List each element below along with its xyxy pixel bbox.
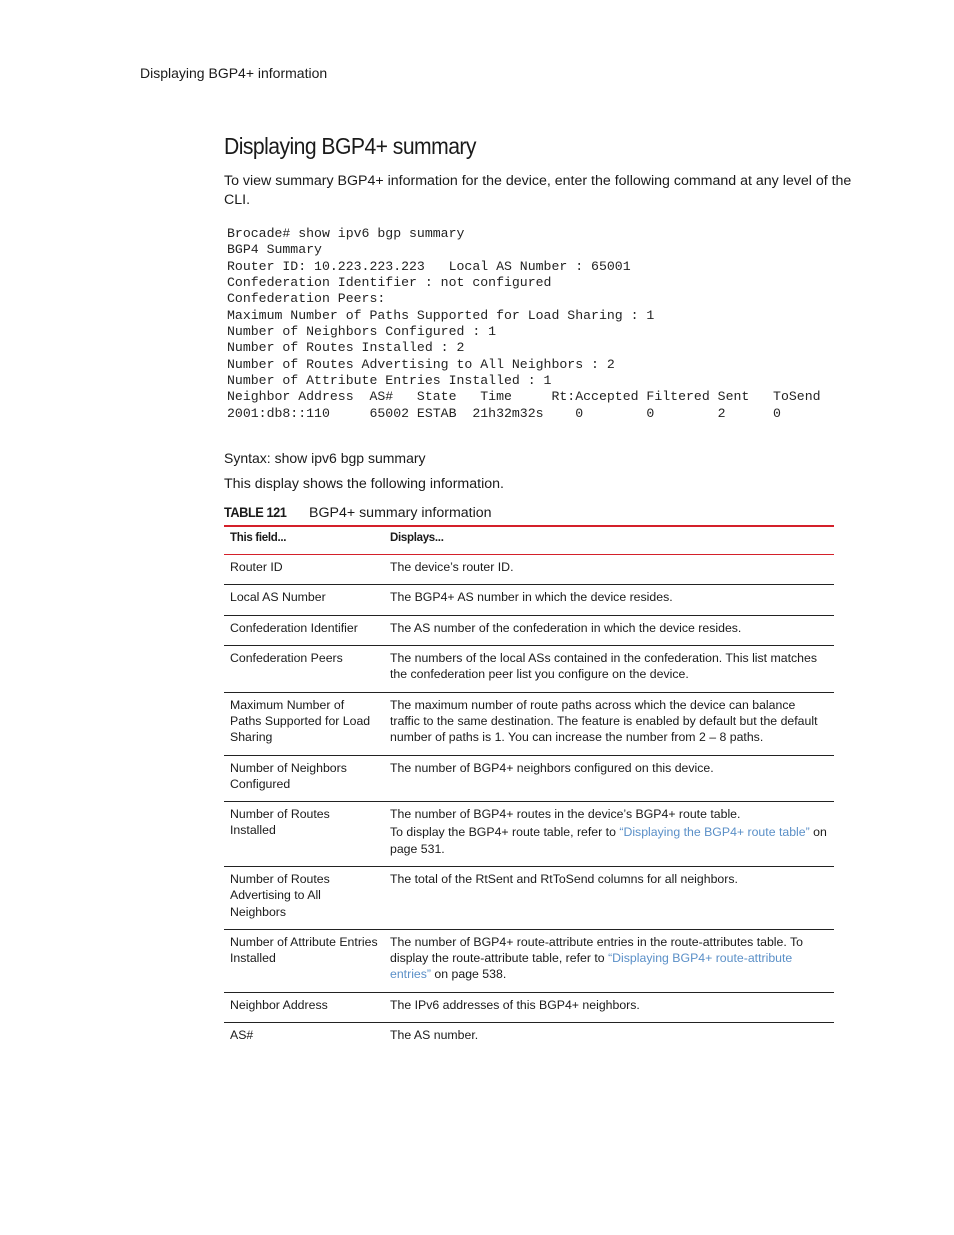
description-text: The numbers of the local ASs contained in the confederation. This list matches the confederation peer list you configure on the device. bbox=[390, 651, 817, 682]
intro-paragraph: To view summary BGP4+ information for the device, enter the following command at any level of the CLI. bbox=[224, 173, 852, 208]
subparagraph-text: To display the BGP4+ route table, refer to bbox=[390, 825, 620, 840]
field-cell: Number of Neighbors Configured bbox=[224, 755, 384, 802]
field-cell: Confederation Peers bbox=[224, 646, 384, 693]
description-cell bbox=[384, 929, 834, 992]
table-title: BGP4+ summary information bbox=[309, 505, 492, 522]
field-cell: Local AS Number bbox=[224, 585, 384, 615]
table-header-row bbox=[224, 526, 834, 555]
code-line: Brocade# show ipv6 bgp summary bbox=[227, 226, 465, 241]
running-header: Displaying BGP4+ information bbox=[140, 65, 328, 81]
field-cell: Number of Routes Advertising to All Neighbors bbox=[224, 866, 384, 929]
table-row bbox=[224, 866, 834, 929]
display-intro: This display shows the following information. bbox=[224, 476, 504, 493]
page-reference: on page 538. bbox=[431, 967, 507, 982]
page-reference: on page 531. bbox=[390, 825, 827, 856]
description-text: The BGP4+ AS number in which the device resides. bbox=[390, 590, 673, 605]
description-cell bbox=[384, 755, 834, 802]
description-cell bbox=[384, 555, 834, 585]
field-cell: Number of Routes Installed bbox=[224, 802, 384, 867]
bgp-summary-table bbox=[224, 525, 834, 1052]
table-number: TABLE 121 bbox=[224, 505, 287, 522]
section-title: Displaying BGP4+ summary bbox=[224, 133, 476, 159]
description-cell bbox=[384, 1023, 834, 1053]
code-line: Confederation Identifier : not configured bbox=[227, 275, 552, 291]
description-text: The number of BGP4+ neighbors configured on this device. bbox=[390, 760, 714, 775]
code-line: 2001:db8::110 65002 ESTAB 21h32m32s 0 0 2 0 bbox=[227, 405, 781, 421]
description-text: The number of BGP4+ route-attribute entries in the route-attributes table. To display the route-attribute table, refer to bbox=[390, 934, 803, 966]
description-subparagraph bbox=[390, 824, 828, 857]
code-line: Neighbor Address AS# State Time Rt:Accepted Filtered Sent ToSend bbox=[227, 389, 821, 405]
description-cell bbox=[384, 615, 834, 645]
cross-reference-link[interactable]: “Displaying BGP4+ route-attribute entries” bbox=[390, 951, 793, 982]
header-field: This field... bbox=[224, 526, 384, 555]
description-text: The number of BGP4+ routes in the device’s BGP4+ route table. bbox=[390, 807, 741, 822]
field-cell: Router ID bbox=[224, 555, 384, 585]
description-cell bbox=[384, 585, 834, 615]
table-row bbox=[224, 802, 834, 867]
field-cell: Confederation Identifier bbox=[224, 615, 384, 645]
description-cell bbox=[384, 802, 834, 867]
table-row bbox=[224, 1023, 834, 1053]
field-cell: Neighbor Address bbox=[224, 992, 384, 1022]
table-caption bbox=[224, 505, 854, 521]
table-row bbox=[224, 646, 834, 693]
cli-output-block bbox=[227, 226, 854, 422]
table-row bbox=[224, 755, 834, 802]
description-text: The device’s router ID. bbox=[390, 560, 514, 575]
header-displays: Displays... bbox=[384, 526, 834, 555]
code-line: Maximum Number of Paths Supported for Load Sharing : 1 bbox=[227, 307, 655, 323]
field-cell: Maximum Number of Paths Supported for Load Sharing bbox=[224, 692, 384, 755]
description-text: The total of the RtSent and RtToSend columns for all neighbors. bbox=[390, 871, 738, 886]
description-text: The AS number. bbox=[390, 1028, 479, 1043]
cross-reference-link[interactable]: “Displaying the BGP4+ route table” bbox=[619, 825, 810, 840]
code-line: Router ID: 10.223.223.223 Local AS Number : 65001 bbox=[227, 258, 631, 274]
table-row bbox=[224, 929, 834, 992]
field-cell: Number of Attribute Entries Installed bbox=[224, 929, 384, 992]
syntax-line: Syntax: show ipv6 bgp summary bbox=[224, 450, 426, 467]
code-line: Number of Attribute Entries Installed : 1 bbox=[227, 373, 552, 389]
table-row bbox=[224, 585, 834, 615]
code-line: Number of Neighbors Configured : 1 bbox=[227, 324, 497, 340]
description-cell bbox=[384, 646, 834, 693]
table-row bbox=[224, 615, 834, 645]
description-text: The AS number of the confederation in which the device resides. bbox=[390, 620, 742, 635]
code-line: Number of Routes Advertising to All Neighbors : 2 bbox=[227, 356, 615, 372]
table-row bbox=[224, 692, 834, 755]
code-line: Number of Routes Installed : 2 bbox=[227, 340, 465, 356]
description-text: The maximum number of route paths across which the device can balance traffic to the same destination. The feature is enabled by default but the default number of paths is 1. You can increase the number from 2 – 8 paths. bbox=[390, 697, 818, 745]
description-text: The IPv6 addresses of this BGP4+ neighbors. bbox=[390, 997, 640, 1012]
description-cell bbox=[384, 992, 834, 1022]
table-row bbox=[224, 992, 834, 1022]
description-cell bbox=[384, 866, 834, 929]
description-cell bbox=[384, 692, 834, 755]
page-content bbox=[224, 128, 854, 1052]
table-row bbox=[224, 555, 834, 585]
code-line: Confederation Peers: bbox=[227, 291, 386, 307]
field-cell: AS# bbox=[230, 1028, 254, 1043]
code-line: BGP4 Summary bbox=[227, 242, 322, 258]
